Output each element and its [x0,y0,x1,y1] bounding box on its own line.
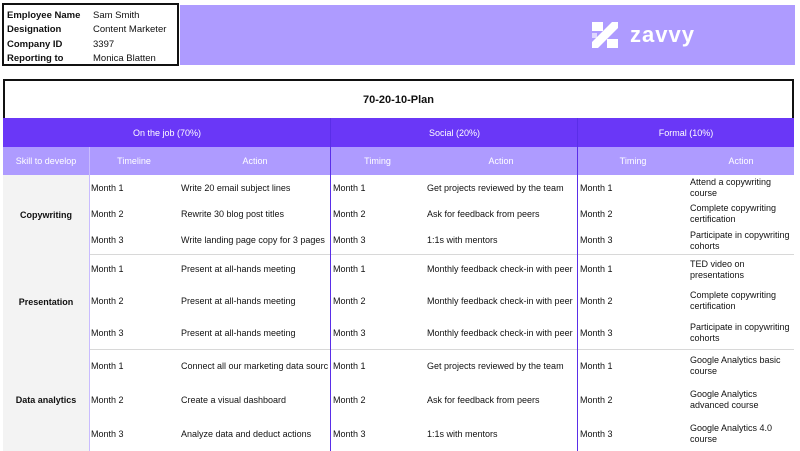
social-action: Ask for feedback from peers [427,394,540,405]
info-row-company-id [7,37,177,52]
timeline-month: Month 1 [91,182,124,193]
column-header-timing-social: Timing [364,156,391,166]
job-action: Present at all-hands meeting [181,295,296,306]
group-header-on-the-job: On the job (70%) [132,127,202,138]
social-action: 1:1s with mentors [427,235,498,246]
skill-name: Data analytics [3,349,89,451]
job-action: Rewrite 30 blog post titles [181,208,285,219]
social-timing: Month 2 [333,295,366,306]
formal-action: Google Analytics basic course [690,355,781,376]
company-id-value: 3397 [93,38,115,50]
info-row-designation [7,23,177,38]
reporting-to-label: Reporting to [7,53,64,65]
column-header-row [3,147,794,175]
social-action: Monthly feedback check-in with peer [427,264,573,275]
skill-name: Presentation [3,254,89,349]
timeline-month: Month 1 [91,360,124,371]
timeline-month: Month 2 [91,295,124,306]
social-action: Monthly feedback check-in with peer [427,327,573,338]
job-action: Analyze data and deduct actions [181,428,312,439]
social-timing: Month 1 [333,182,366,193]
formal-timing: Month 3 [580,428,613,439]
job-action: Write 20 email subject lines [181,182,291,193]
job-action: Present at all-hands meeting [181,327,296,338]
timeline-month: Month 2 [91,394,124,405]
social-action: Get projects reviewed by the team [427,182,564,193]
social-timing: Month 2 [333,208,366,219]
social-timing: Month 3 [333,235,366,246]
timeline-month: Month 3 [91,428,124,439]
formal-timing: Month 2 [580,208,613,219]
designation-value: Content Marketer [93,24,167,36]
formal-timing: Month 2 [580,295,613,306]
formal-action: Participate in copywriting cohorts [690,229,790,251]
category-header-row [3,118,794,147]
group-header-formal: Formal (10%) [658,127,714,138]
job-action: Write landing page copy for 3 pages [181,235,325,246]
timeline-month: Month 2 [91,208,124,219]
employee-info-box [2,3,179,66]
social-timing: Month 3 [333,327,366,338]
social-action: 1:1s with mentors [427,428,498,439]
column-header-action-social: Action [488,156,514,166]
formal-timing: Month 3 [580,327,613,338]
formal-action: Google Analytics 4.0 course [690,423,773,444]
column-header-action-job: Action [242,156,268,166]
social-action: Get projects reviewed by the team [427,360,564,371]
logo-text: zavvy [630,22,695,47]
designation-label: Designation [7,24,62,36]
group-header-social: Social (20%) [428,127,481,138]
brand-banner [180,5,795,65]
skill-name: Copywriting [3,175,89,254]
company-id-label: Company ID [7,38,63,50]
info-row-reporting-to [7,52,177,67]
job-action: Create a visual dashboard [181,394,287,405]
formal-timing: Month 1 [580,360,613,371]
social-action: Monthly feedback check-in with peer [427,295,573,306]
reporting-to-value: Monica Blatten [93,53,156,65]
formal-action: Google Analytics advanced course [690,389,759,410]
formal-action: TED video on presentations [690,258,745,280]
group-divider [330,118,331,451]
job-action: Present at all-hands meeting [181,264,296,275]
employee-name-label: Employee Name [7,9,81,21]
social-timing: Month 1 [333,264,366,275]
employee-name-value: Sam Smith [93,9,140,21]
column-header-action-formal: Action [728,156,754,166]
column-header-skill: Skill to develop [15,156,77,166]
column-divider [89,147,90,175]
column-header-timeline: Timeline [117,156,151,166]
formal-action: Complete copywriting certification [690,290,777,312]
timeline-month: Month 3 [91,235,124,246]
timeline-month: Month 1 [91,264,124,275]
formal-timing: Month 2 [580,394,613,405]
column-header-timing-formal: Timing [619,156,647,166]
formal-timing: Month 1 [580,264,613,275]
plan-table [3,118,794,451]
social-timing: Month 2 [333,394,366,405]
formal-action: Attend a copywriting course [690,177,772,199]
social-action: Ask for feedback from peers [427,208,540,219]
plan-title: 70-20-10-Plan [3,79,794,118]
group-divider [577,118,578,451]
job-action: Connect all our marketing data sourc [181,360,329,371]
info-row-employee-name [7,8,177,23]
formal-action: Complete copywriting certification [690,203,777,225]
formal-timing: Month 1 [580,182,613,193]
zavvy-logo-icon [590,20,620,50]
zavvy-logo [590,16,700,54]
formal-action: Participate in copywriting cohorts [690,322,790,344]
timeline-month: Month 3 [91,327,124,338]
social-timing: Month 1 [333,360,366,371]
skill-column-divider [89,175,90,451]
social-timing: Month 3 [333,428,366,439]
formal-timing: Month 3 [580,235,613,246]
